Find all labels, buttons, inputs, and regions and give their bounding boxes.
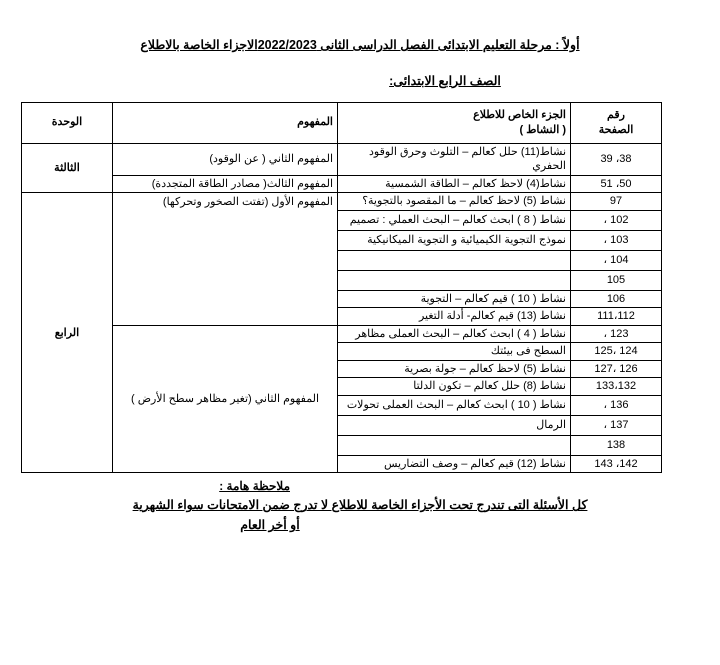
cell-page: 133،132 — [571, 378, 662, 396]
table-body — [22, 143, 662, 473]
cell-part — [338, 435, 571, 455]
column-header-unit: الوحدة — [22, 102, 113, 143]
cell-part: نشاط (8) حلل كعالم – تكون الدلتا — [338, 378, 571, 396]
cell-page: 138 — [571, 435, 662, 455]
cell-unit-fourth: الرابع — [22, 193, 113, 473]
note-line-1: كل الأسئلة التى تندرج تحت الأجزاء الخاصة للاطلاع لا تدرج ضمن الامتحانات سواء الشهرية — [132, 498, 588, 513]
column-header-concept: المفهوم — [113, 102, 338, 143]
note-title: ملاحظة هامة : — [219, 479, 290, 494]
cell-part: نموذج التجوية الكيميائية و التجوية الميكانيكية — [338, 230, 571, 250]
note-line-2: أو أخر العام — [240, 518, 300, 533]
cell-part: نشاط ( 10 ) قيم كعالم – التجوية — [338, 290, 571, 308]
cell-part: نشاط ( 10 ) ابحث كعالم – البحث العملى تحولات — [338, 395, 571, 415]
cell-page: 136 ، — [571, 395, 662, 415]
cell-page: 102 ، — [571, 210, 662, 230]
cell-part: نشاط(4) لاحظ كعالم – الطاقة الشمسية — [338, 175, 571, 193]
cell-page: 126 ،127 — [571, 360, 662, 378]
column-header-page-line1: رقم — [607, 109, 625, 122]
cell-page: 106 — [571, 290, 662, 308]
cell-unit-third: الثالثة — [22, 143, 113, 193]
table-header-row — [22, 102, 662, 143]
table-row — [22, 143, 662, 175]
cell-part: نشاط (13) قيم كعالم- أدلة التغير — [338, 308, 571, 326]
cell-part — [338, 270, 571, 290]
table-row — [22, 193, 662, 211]
cell-page: 105 — [571, 270, 662, 290]
column-header-part-line1: الجزء الخاص للاطلاع — [473, 109, 566, 122]
cell-page: 137 ، — [571, 415, 662, 435]
table-row — [22, 325, 662, 343]
cell-part: نشاط ( 8 ) ابحث كعالم – البحث العملي : تصميم — [338, 210, 571, 230]
grade-subtitle: الصف الرابع الابتدائى: — [389, 73, 501, 88]
page-title: أولاً : مرحلة التعليم الابتدائى الفصل الدراسى الثانى 2022/2023الاجزاء الخاصة بالاطلاع — [140, 38, 580, 52]
table-row — [22, 175, 662, 193]
cell-part: نشاط (5) لاحظ كعالم – ما المقصود بالتجوية؟ — [338, 193, 571, 211]
column-header-part — [338, 102, 571, 143]
cell-page: 123 ، — [571, 325, 662, 343]
cell-part — [338, 250, 571, 270]
cell-page: 50، 51 — [571, 175, 662, 193]
column-header-page — [571, 102, 662, 143]
column-header-page-line2: الصفحة — [598, 123, 634, 136]
cell-part: نشاط ( 4 ) ابحث كعالم – البحث العملى مظاهر — [338, 325, 571, 343]
note-body — [58, 495, 662, 535]
column-header-part-line2: ( النشاط ) — [519, 123, 566, 136]
cell-concept-second: المفهوم الثاني (تغير مظاهر سطح الأرض ) — [113, 325, 338, 473]
cell-page: 124 ،125 — [571, 343, 662, 361]
cell-concept-first: المفهوم الأول (تفتت الصخور وتحركها) — [113, 193, 338, 326]
cell-part: نشاط (5) لاحظ كعالم – جولة بصرية — [338, 360, 571, 378]
cell-page: 142، 143 — [571, 455, 662, 473]
cell-part: الرمال — [338, 415, 571, 435]
review-parts-table — [21, 102, 662, 474]
cell-page: 111،112 — [571, 308, 662, 326]
cell-concept: المفهوم الثاني ( عن الوقود) — [113, 143, 338, 175]
cell-concept: المفهوم الثالث( مصادر الطاقة المتجددة) — [113, 175, 338, 193]
cell-page: 97 — [571, 193, 662, 211]
cell-page: 103 ، — [571, 230, 662, 250]
cell-page: 104 ، — [571, 250, 662, 270]
cell-part: نشاط(11) حلل كعالم – التلوث وحرق الوقود الحفري — [338, 143, 571, 175]
cell-part: السطح فى بيئتك — [338, 343, 571, 361]
cell-part: نشاط (12) قيم كعالم – وصف التضاريس — [338, 455, 571, 473]
table-header — [22, 102, 662, 143]
cell-page: 38، 39 — [571, 143, 662, 175]
